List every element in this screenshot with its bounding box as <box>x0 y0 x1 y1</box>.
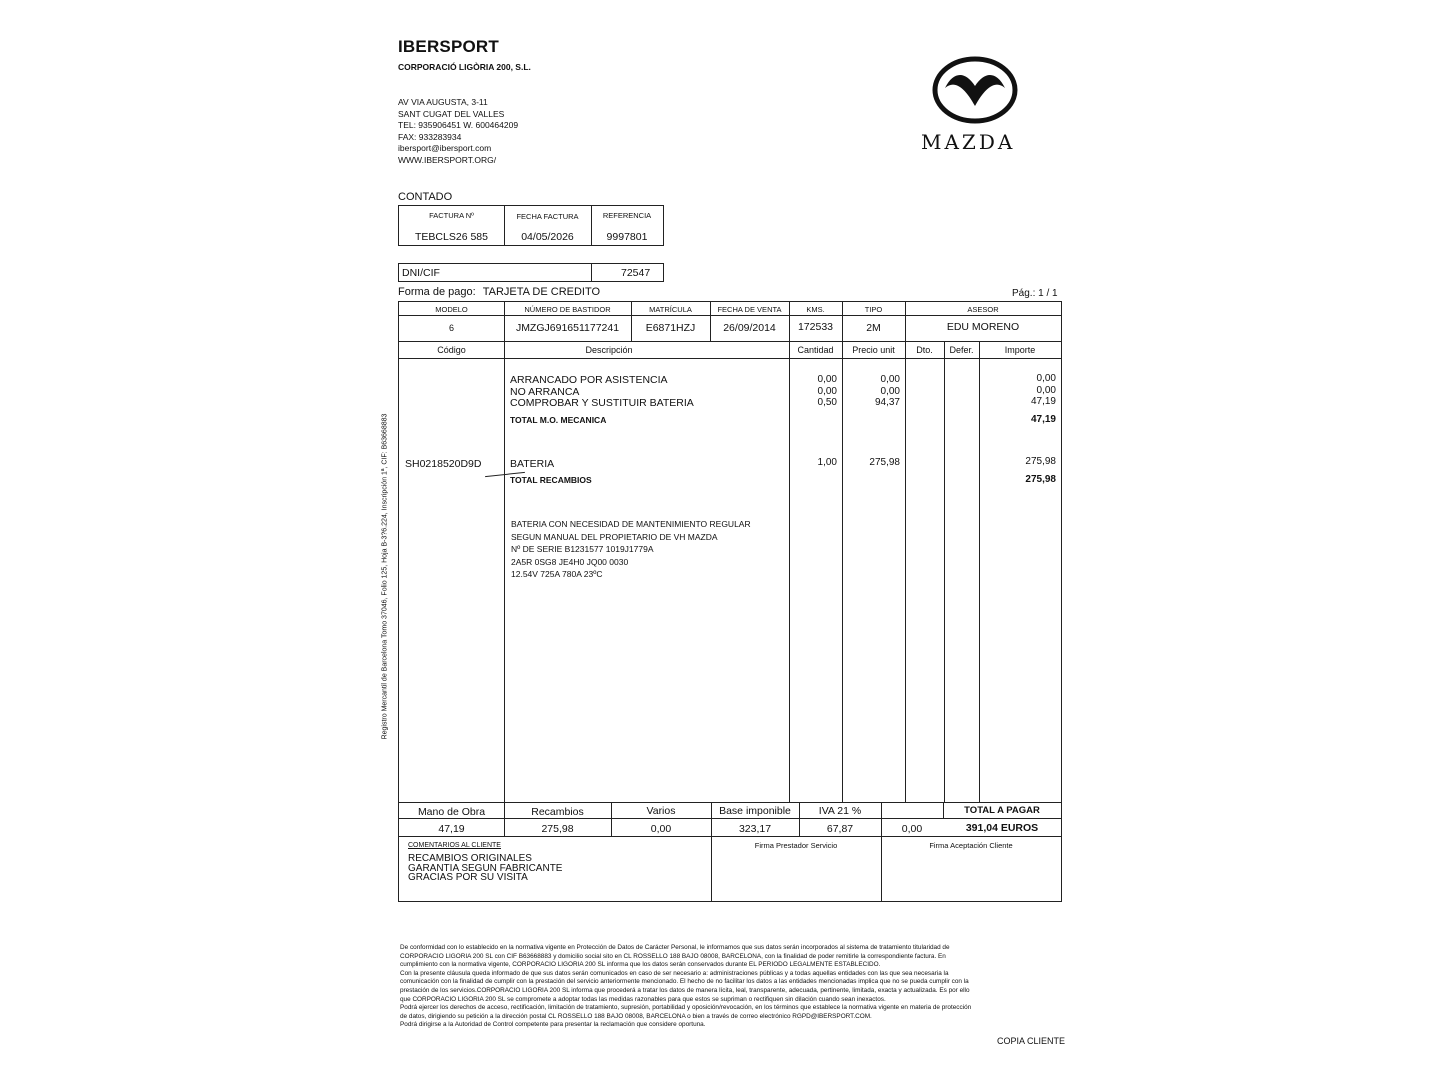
vehicle-kms: 172533 <box>797 321 834 333</box>
total-parts: 275,98 <box>541 823 574 835</box>
comments-label: COMENTARIOS AL CLIENTE <box>408 842 501 849</box>
address-line: SANT CUGAT DEL VALLES <box>398 108 505 119</box>
total-vat: 67,87 <box>826 823 854 835</box>
payment-type: CONTADO <box>398 191 453 203</box>
mazda-logo-icon <box>932 56 1018 124</box>
legal-line: comunicación con la finalidad de cumplir con la prestación del servicio anteriormente mencionado. El hecho de no facilitar los datos a las entidades mencionadas implica que no se pueda cumplir con la <box>400 978 969 986</box>
provider-signature-label: Firma Prestador Servicio <box>754 841 838 850</box>
totals-header-labor: Mano de Obra <box>417 806 486 818</box>
dni-value: 72547 <box>621 267 651 279</box>
battery-notes <box>511 518 751 581</box>
lines-header-discount: Dto. <box>916 345 933 355</box>
lines-header-amount: Importe <box>1004 345 1036 355</box>
invoice-reference-header: REFERENCIA <box>602 211 652 220</box>
totals-header-misc: Varios <box>646 805 676 817</box>
legal-line: Podrá dirigirse a la Autoridad de Control competente para presentar la reclamación que considere oportuna. <box>400 1021 706 1029</box>
vehicle-sale-date: 26/09/2014 <box>723 322 776 334</box>
vehicle-header-sale-date: FECHA DE VENTA <box>717 305 782 314</box>
line-description: ARRANCADO POR ASISTENCIA <box>510 374 668 386</box>
address-line: AV VIA AUGUSTA, 3-11 <box>398 97 488 107</box>
vehicle-header-model: MODELO <box>435 305 468 314</box>
line-description: COMPROBAR Y SUSTITUIR BATERIA <box>510 397 694 409</box>
company-name: IBERSPORT <box>398 37 499 56</box>
legal-line: cumplimiento con la normativa vigente, CORPORACIO LIGORIA 200 SL informa que los datos serán conservados durante EL PERIODO LEGALMENTE ESTABLECIDO. <box>400 961 881 969</box>
line-code: SH0218520D9D <box>405 458 482 470</box>
comment-line: GRACIAS POR SU VISITA <box>408 872 528 883</box>
line-unit-price: 275,98 <box>869 457 900 468</box>
parts-total-label: TOTAL RECAMBIOS <box>510 475 592 485</box>
vehicle-header-plate: MATRÍCULA <box>649 305 692 314</box>
total-labor: 47,19 <box>438 823 465 835</box>
line-quantity: 1,00 <box>817 457 837 468</box>
registry-side-text: Registro Mercantil de Barcelona Tomo 37046, Folio 125, Hoja B-3?6.224, Inscripción 1ª, CIF: B63668883 <box>381 413 389 740</box>
legal-line: Con la presente cláusula queda informado de que sus datos serán comunicados en caso de ser necesario a: administraciones públicas y a todas aquellas entidades con las que sea necesaria la <box>400 969 949 977</box>
lines-header-deferred: Defer. <box>949 345 974 355</box>
comment-line: GARANTIA SEGUN FABRICANTE <box>408 862 563 874</box>
invoice-table <box>398 301 1062 902</box>
dni-label: DNI/CIF <box>402 267 440 279</box>
vehicle-type: 2M <box>866 322 881 334</box>
line-quantity: 0,00 <box>817 374 837 385</box>
invoice-number-header: FACTURA Nº <box>429 211 474 220</box>
line-amount: 0,00 <box>1036 373 1056 384</box>
brand-name: MAZDA <box>921 130 1016 154</box>
lines-header-quantity: Cantidad <box>797 345 834 355</box>
totals-header-vat: IVA 21 % <box>818 805 862 817</box>
invoice-date: 04/05/2026 <box>521 231 574 243</box>
address-line: ibersport@ibersport.com <box>398 143 492 153</box>
note-line: SEGUN MANUAL DEL PROPIETARIO DE VH MAZDA <box>511 531 718 542</box>
legal-line: CORPORACIO LIGORIA 200 SL con CIF B63668883 y domicilio social sito en CL ROSSELLO 188 BAJO 08008, BARCELONA, con la finalidad de poder remitirle la correspondiente factura. En <box>400 952 946 960</box>
vehicle-model: 6 <box>448 323 454 333</box>
totals-header-parts: Recambios <box>531 806 584 818</box>
totals-header-tax-base: Base imponible <box>719 805 791 817</box>
payment-form-value: TARJETA DE CREDITO <box>482 286 601 298</box>
legal-line: Podrá ejercer los derechos de acceso, rectificación, limitación de tratamiento, supresión, portabilidad y oposición/revocación, en los términos que establece la normativa vigente en materia de protección <box>400 1004 972 1012</box>
total-other: 0,00 <box>901 823 923 835</box>
total-to-pay: 391,04 EUROS <box>965 822 1039 834</box>
address-line: FAX: 933283934 <box>398 131 462 142</box>
vehicle-advisor: EDU MORENO <box>946 321 1020 333</box>
parts-total-value: 275,98 <box>1025 474 1056 485</box>
dni-box <box>398 263 664 282</box>
copy-label: COPIA CLIENTE <box>997 1036 1066 1046</box>
lines-header-unit-price: Precio unit <box>852 345 895 355</box>
legal-line: De conformidad con lo establecido en la normativa vigente en Protección de Datos de Carácter Personal, le informamos que sus datos serán incorporados al sistema de tratamiento titularidad de <box>400 944 950 951</box>
line-amount: 0,00 <box>1036 385 1056 396</box>
total-misc: 0,00 <box>650 823 672 835</box>
legal-line: que CORPORACIO LIGORIA 200 SL se compromete a adoptar todas las medidas razonables para que estos se supriman o rectifiquen sin dilación cuando sean inexactos. <box>400 995 886 1003</box>
vehicle-header-kms: KMS. <box>806 305 825 314</box>
line-unit-price: 94,37 <box>874 397 900 408</box>
line-quantity: 0,50 <box>817 397 837 408</box>
vehicle-header-type: TIPO <box>864 305 883 314</box>
note-line: Nº DE SERIE B1231577 1019J1779A <box>511 544 654 554</box>
total-tax-base: 323,17 <box>738 823 772 835</box>
payment-form <box>398 286 600 298</box>
line-description: BATERIA <box>510 458 555 470</box>
vehicle-vin: JMZGJ691651177241 <box>515 322 620 334</box>
company-legal-name: CORPORACIÓ LIGÒRIA 200, S.L. <box>398 62 531 72</box>
page-number: Pág.: 1 / 1 <box>1012 288 1058 299</box>
note-line: 2A5R 0SG8 JE4H0 JQ00 0030 <box>511 556 629 567</box>
invoice-number: TEBCLS26 585 <box>415 231 488 243</box>
address-line: TEL: 935906451 W. 600464209 <box>398 120 519 130</box>
labor-total-value: 47,19 <box>1030 414 1056 425</box>
vehicle-plate: E6871HZJ <box>645 322 696 334</box>
invoice-box <box>398 205 664 246</box>
line-unit-price: 0,00 <box>880 386 900 397</box>
invoice-date-header: FECHA FACTURA <box>516 212 579 221</box>
note-line: BATERIA CON NECESIDAD DE MANTENIMIENTO REGULAR <box>511 519 751 529</box>
legal-line: de datos, dirigiendo su petición a la dirección postal CL ROSSELLO 188 BAJO 08008, BARCELONA o bien a través de correo electrónico RGPD@IBERSPORT.COM. <box>400 1012 872 1020</box>
line-quantity: 0,00 <box>817 386 837 397</box>
line-amount: 275,98 <box>1025 456 1056 467</box>
legal-text <box>400 944 1062 1030</box>
line-description: NO ARRANCA <box>510 386 580 398</box>
lines-header-description: Descripción <box>585 345 633 355</box>
line-unit-price: 0,00 <box>880 374 900 385</box>
legal-line: prestación de los servicios.CORPORACIO LIGORIA 200 SL informa que procederá a tratar los datos de manera lícita, leal, transparente, adecuada, pertinente, limitada, exacta y actualizada. Es por ello <box>400 986 970 994</box>
totals-header-total: TOTAL A PAGAR <box>964 805 1040 816</box>
invoice-reference: 9997801 <box>606 231 648 243</box>
note-line: 12.54V 725A 780A 23ºC <box>511 569 603 579</box>
vehicle-header-vin: NÚMERO DE BASTIDOR <box>524 305 611 314</box>
address-line: WWW.IBERSPORT.ORG/ <box>398 154 497 165</box>
payment-form-label: Forma de pago: <box>398 286 476 298</box>
line-amount: 47,19 <box>1030 396 1056 407</box>
labor-total-label: TOTAL M.O. MECANICA <box>510 415 607 425</box>
client-signature-label: Firma Aceptación Cliente <box>929 841 1013 850</box>
comment-line: RECAMBIOS ORIGINALES <box>408 853 532 864</box>
lines-header-code: Código <box>437 345 466 355</box>
comments-text <box>408 854 562 883</box>
company-address <box>398 97 518 166</box>
vehicle-header-advisor: ASESOR <box>967 305 999 314</box>
